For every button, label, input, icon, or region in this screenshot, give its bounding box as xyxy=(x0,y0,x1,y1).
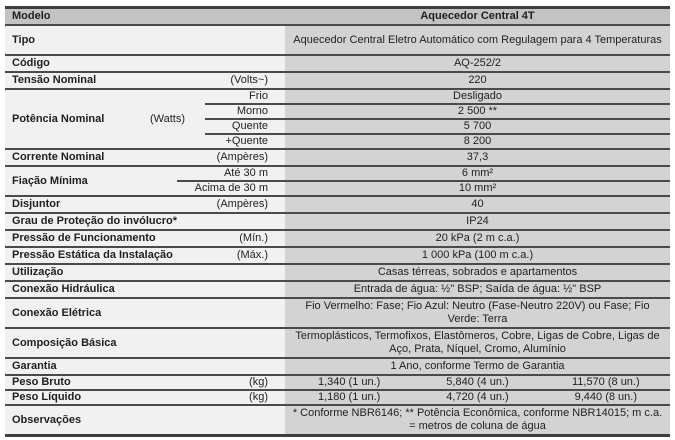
row-value: 40 xyxy=(285,197,670,212)
sub-value: Desligado xyxy=(285,90,670,103)
spec-table xyxy=(5,6,670,437)
row-label: Utilização xyxy=(12,266,64,278)
weight-value-4un: 4,720 (4 un.) xyxy=(446,391,509,403)
row-unit: (Ampères) xyxy=(216,151,268,163)
table-row-tensao-nominal xyxy=(5,73,670,90)
subrow-ate-30m xyxy=(177,167,670,182)
sub-label: Quente xyxy=(205,120,285,133)
subrow-morno xyxy=(205,105,670,120)
row-value: Aquecedor Central Eletro Automático com Regulagem para 4 Temperaturas xyxy=(285,26,670,54)
sub-value: 2 500 ** xyxy=(285,105,670,118)
row-label-cell xyxy=(5,90,205,148)
row-label-cell xyxy=(5,214,285,229)
row-value: 1 000 kPa (100 m c.a.) xyxy=(285,248,670,263)
row-values xyxy=(285,376,670,389)
row-value: AQ-252/2 xyxy=(285,56,670,71)
row-label: Potência Nominal xyxy=(12,113,105,125)
fiacao-subrows xyxy=(177,167,670,195)
subrow-acima-30m xyxy=(177,182,670,195)
table-row-tipo xyxy=(5,26,670,56)
table-row-disjuntor xyxy=(5,197,670,214)
subrow-frio xyxy=(205,90,670,105)
table-row-pressao-estatica xyxy=(5,248,670,265)
row-label-cell xyxy=(5,231,285,246)
row-value: * Conforme NBR6146; ** Potência Econômica, conforme NBR14015; m c.a. = metros de coluna de água xyxy=(285,406,670,434)
row-value: 37,3 xyxy=(285,150,670,165)
row-label-cell xyxy=(5,9,285,24)
row-label: Código xyxy=(12,57,50,69)
row-label-cell xyxy=(5,265,285,280)
row-label-cell xyxy=(5,359,285,374)
row-label-cell xyxy=(5,329,285,357)
row-values xyxy=(285,391,670,404)
row-value: 220 xyxy=(285,73,670,88)
row-label: Peso Bruto xyxy=(12,376,71,388)
row-label: Tensão Nominal xyxy=(12,74,97,86)
table-row-observacoes xyxy=(5,406,670,434)
row-label-cell xyxy=(5,248,285,263)
table-row-composicao-basica xyxy=(5,329,670,359)
row-label: Fiação Mínima xyxy=(12,175,88,187)
row-label: Modelo xyxy=(12,10,51,22)
row-value: Casas térreas, sobrados e apartamentos xyxy=(285,265,670,280)
row-unit: (Volts~) xyxy=(230,74,268,86)
table-row-utilizacao xyxy=(5,265,670,282)
sub-value: 8 200 xyxy=(285,135,670,148)
row-label-cell xyxy=(5,167,177,195)
row-label: Peso Líquido xyxy=(12,391,82,403)
table-row-pressao-funcionamento xyxy=(5,231,670,248)
weight-value-8un: 9,440 (8 un.) xyxy=(574,391,637,403)
sub-value: 5 700 xyxy=(285,120,670,133)
subrow-mais-quente xyxy=(205,135,670,148)
row-unit: (Ampères) xyxy=(216,198,268,210)
row-label-cell xyxy=(5,376,285,389)
table-row-grau-protecao xyxy=(5,214,670,231)
table-row-corrente-nominal xyxy=(5,150,670,167)
row-unit: (Máx.) xyxy=(236,249,268,261)
row-value: IP24 xyxy=(285,214,670,229)
subrow-quente xyxy=(205,120,670,135)
weight-value-1un: 1,180 (1 un.) xyxy=(317,391,381,403)
row-label-cell xyxy=(5,197,285,212)
row-value: Termoplásticos, Termofixos, Elastômeros, Cobre, Ligas de Cobre, Ligas de Aço, Prata, Níquel, Cromo, Alumínio xyxy=(285,329,670,357)
sub-value: 10 mm² xyxy=(285,182,670,195)
row-label-cell xyxy=(5,150,285,165)
row-label-cell xyxy=(5,406,285,434)
row-label-cell xyxy=(5,56,285,71)
row-value: Fio Vermelho: Fase; Fio Azul: Neutro (Fase-Neutro 220V) ou Fase; Fio Verde: Terra xyxy=(285,299,670,327)
table-row-peso-liquido xyxy=(5,391,670,406)
row-unit: (Mín.) xyxy=(239,232,268,244)
row-label-cell xyxy=(5,73,285,88)
row-value: 20 kPa (2 m c.a.) xyxy=(285,231,670,246)
table-row-fiacao-minima xyxy=(5,167,670,197)
row-unit: (kg) xyxy=(249,376,268,388)
table-row-garantia xyxy=(5,359,670,376)
sub-value: 6 mm² xyxy=(285,167,670,180)
row-label: Observações xyxy=(12,413,82,426)
row-label: Tipo xyxy=(12,33,36,46)
row-label-cell xyxy=(5,26,285,54)
row-value: 1 Ano, conforme Termo de Garantia xyxy=(285,359,670,374)
row-value: Entrada de água: ½" BSP; Saída de água: ½" BSP xyxy=(285,282,670,297)
weight-value-1un: 1,340 (1 un.) xyxy=(317,376,381,388)
sub-label: Morno xyxy=(205,105,285,118)
row-label: Corrente Nominal xyxy=(12,151,105,163)
table-row-modelo xyxy=(5,9,670,26)
row-label-cell xyxy=(5,391,285,404)
table-row-peso-bruto xyxy=(5,376,670,391)
table-row-conexao-eletrica xyxy=(5,299,670,329)
sub-label: Até 30 m xyxy=(177,167,285,180)
weight-value-8un: 11,570 (8 un.) xyxy=(571,376,640,388)
row-unit: (Watts) xyxy=(149,113,185,125)
sub-label: +Quente xyxy=(205,135,285,148)
table-row-potencia-nominal xyxy=(5,90,670,150)
table-row-conexao-hidraulica xyxy=(5,282,670,299)
row-value: Aquecedor Central 4T xyxy=(285,9,670,24)
row-label: Disjuntor xyxy=(12,198,61,210)
row-label-cell xyxy=(5,282,285,297)
row-label-cell xyxy=(5,299,285,327)
table-row-codigo xyxy=(5,56,670,73)
row-unit: (kg) xyxy=(249,391,268,403)
row-label: Grau de Proteção do invólucro* xyxy=(12,215,178,227)
row-label: Conexão Elétrica xyxy=(12,306,102,319)
potencia-subrows xyxy=(205,90,670,148)
sub-label: Acima de 30 m xyxy=(177,182,285,195)
weight-value-4un: 5,840 (4 un.) xyxy=(446,376,509,388)
row-label: Garantia xyxy=(12,360,57,372)
row-label: Pressão de Funcionamento xyxy=(12,232,156,244)
row-label: Conexão Hidráulica xyxy=(12,283,115,295)
row-label: Composição Básica xyxy=(12,336,117,349)
sub-label: Frio xyxy=(205,90,285,103)
row-label: Pressão Estática da Instalação xyxy=(12,249,173,261)
